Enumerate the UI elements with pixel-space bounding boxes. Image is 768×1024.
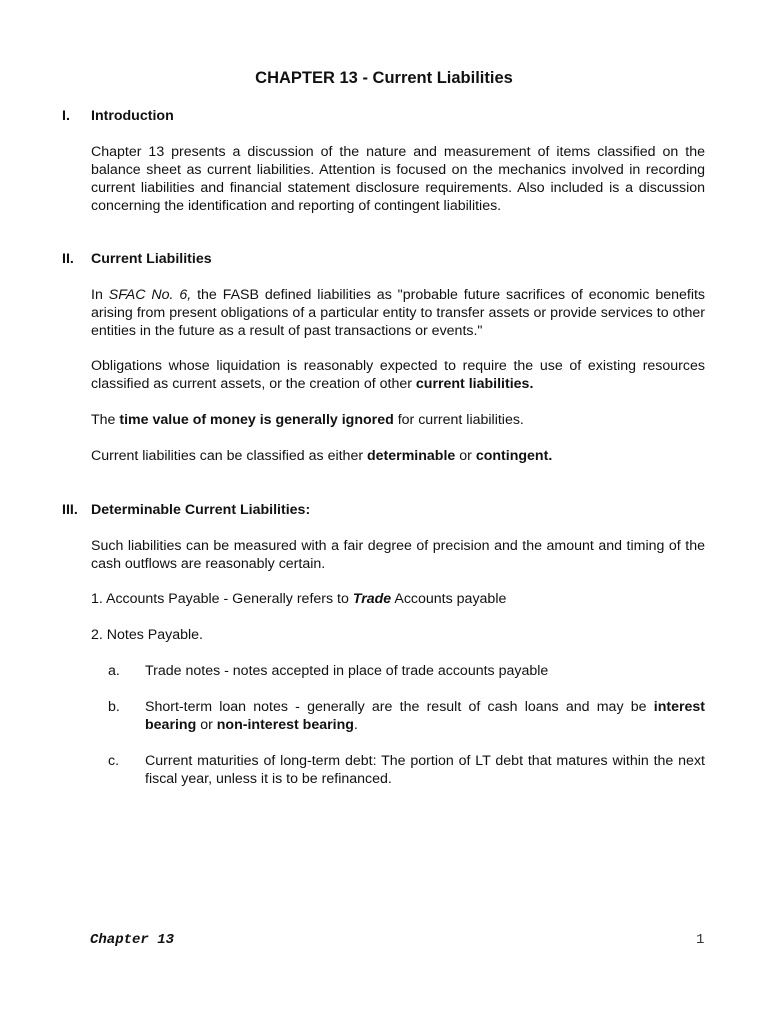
short-term-loans-end: . <box>353 717 358 733</box>
section-numeral-3: III. <box>62 502 78 518</box>
time-value-prefix: The <box>91 412 120 428</box>
chapter-title: CHAPTER 13 - Current Liabilities <box>255 69 513 87</box>
interest-bearing-term: interest bearing <box>145 699 705 733</box>
short-term-loans-or: or <box>196 717 217 733</box>
accounts-payable-suffix: Accounts payable <box>391 591 507 607</box>
short-term-loans-text: Short-term loan notes - generally are the result of cash loans and may be <box>145 699 654 715</box>
trade-term: Trade <box>352 591 392 607</box>
footer-chapter-label: Chapter 13 <box>90 932 175 948</box>
time-value-bold: time value of money is generally ignored <box>119 412 394 428</box>
sfac-definition-paragraph <box>91 286 705 340</box>
section-heading-current-liabilities: Current Liabilities <box>91 251 212 267</box>
introduction-paragraph: Chapter 13 presents a discussion of the nature and measurement of items classified on the balance sheet as current liabilities. Attention is focused on the mechanics involved in recording current liabilities and financial statement disclosure requirements. Also included is a discussion concerning the identification and reporting of contingent liabilities. <box>91 144 705 214</box>
time-value-paragraph <box>91 411 705 429</box>
determinable-paragraph: Such liabilities can be measured with a fair degree of precision and the amount and timing of the cash outflows are reasonably certain. <box>91 538 705 572</box>
obligations-text: Obligations whose liquidation is reasonably expected to require the use of existing resources classified as current assets, or the creation of other <box>91 358 705 392</box>
section-heading-determinable: Determinable Current Liabilities: <box>91 502 311 518</box>
non-interest-bearing-term: non-interest bearing <box>216 717 354 733</box>
time-value-suffix: for current liabilities. <box>393 412 524 428</box>
sfac-reference: SFAC No. 6, <box>108 287 192 303</box>
list-item-notes-payable: 2. Notes Payable. <box>91 627 203 643</box>
obligations-paragraph <box>91 357 705 393</box>
contingent-term: contingent. <box>475 448 553 464</box>
section-numeral-2: II. <box>62 251 74 267</box>
classification-paragraph <box>91 447 705 465</box>
sub-item-letter-b: b. <box>108 699 120 715</box>
sub-item-letter-c: c. <box>108 753 120 769</box>
sub-item-trade-notes: Trade notes - notes accepted in place of trade accounts payable <box>145 663 549 679</box>
sub-item-short-term-loans <box>145 698 705 734</box>
classification-text: Current liabilities can be classified as either <box>91 448 367 464</box>
sub-item-letter-a: a. <box>108 663 120 679</box>
accounts-payable-prefix: 1. Accounts Payable - Generally refers to <box>91 591 353 607</box>
obligations-bold: current liabilities. <box>415 376 534 392</box>
section-numeral-1: I. <box>62 108 70 124</box>
footer-page-number: 1 <box>696 932 705 948</box>
determinable-term: determinable <box>367 448 456 464</box>
sfac-prefix: In <box>91 287 109 303</box>
list-item-accounts-payable <box>91 590 705 608</box>
section-heading-introduction: Introduction <box>91 108 174 124</box>
sub-item-current-maturities: Current maturities of long-term debt: The portion of LT debt that matures within the next fiscal year, unless it is to be refinanced. <box>145 753 705 787</box>
sfac-definition-text: the FASB defined liabilities as "probable future sacrifices of economic benefits arising from present obligations of a particular entity to transfer assets or provide services to other entities in the future as a result of past transactions or events." <box>91 287 706 339</box>
classification-or: or <box>455 448 476 464</box>
